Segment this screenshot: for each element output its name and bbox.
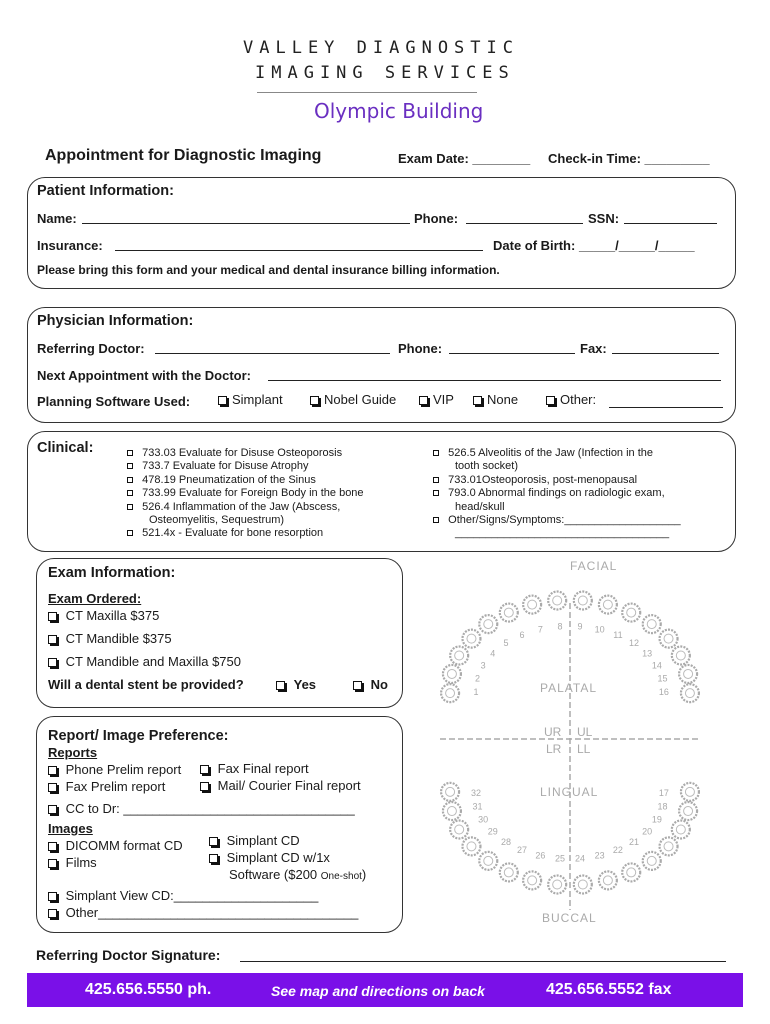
checkbox-icon[interactable]	[546, 396, 555, 405]
tooth[interactable]	[574, 592, 592, 610]
tooth[interactable]	[500, 604, 518, 622]
tooth-inner	[446, 689, 455, 698]
tooth-inner	[455, 825, 464, 834]
checkbox-icon[interactable]	[433, 450, 439, 456]
tooth-number: 13	[642, 648, 653, 659]
tooth-inner	[685, 787, 694, 796]
tooth[interactable]	[548, 592, 566, 610]
tooth-inner	[603, 876, 612, 885]
tooth-inner	[664, 634, 673, 643]
patient-name-input[interactable]	[82, 212, 410, 224]
tooth[interactable]	[500, 863, 518, 881]
tooth-number: 23	[594, 850, 605, 861]
billing-note: Please bring this form and your medical and dental insurance billing information.	[37, 263, 500, 277]
tooth[interactable]	[462, 837, 480, 855]
tooth-inner	[484, 620, 493, 629]
checkbox-icon[interactable]	[310, 396, 319, 405]
exam-title: Exam Information:	[48, 565, 176, 581]
exam-ordered-label: Exam Ordered:	[48, 591, 142, 606]
checkin-time-field[interactable]: Check-in Time: _________	[548, 151, 710, 166]
checkbox-icon[interactable]	[200, 765, 209, 774]
tooth-number: 31	[472, 801, 483, 812]
tooth[interactable]	[450, 820, 468, 838]
stent-no[interactable]: No	[353, 677, 388, 692]
ul-label: UL	[577, 725, 593, 739]
tooth[interactable]	[479, 852, 497, 870]
footer-bar	[27, 973, 743, 1007]
tooth[interactable]	[574, 875, 592, 893]
clinical-item-cont: tooth socket)	[455, 460, 518, 473]
checkbox-icon[interactable]	[433, 490, 439, 496]
tooth-number: 18	[657, 801, 668, 812]
checkbox-icon[interactable]	[127, 477, 133, 483]
clinical-item[interactable]: 526.4 Inflammation of the Jaw (Abscess,	[127, 501, 364, 514]
films-option[interactable]: Films	[48, 855, 97, 870]
physician-phone-label: Phone:	[398, 341, 443, 356]
ll-label: LL	[577, 742, 591, 756]
tooth-number: 6	[519, 629, 525, 640]
checkbox-icon[interactable]	[48, 783, 57, 792]
tooth-inner	[647, 620, 656, 629]
tooth[interactable]	[548, 875, 566, 893]
tooth-number: 22	[612, 845, 623, 856]
next-appt-label: Next Appointment with the Doctor:	[37, 368, 252, 383]
clinical-item[interactable]: 793.0 Abnormal findings on radiologic exam,	[433, 487, 681, 500]
simplant-cd-option[interactable]: Simplant CD	[209, 833, 300, 848]
simplant-cd-w-option[interactable]: Simplant CD w/1x	[209, 850, 330, 865]
footer-phone: 425.656.5550 ph.	[85, 981, 212, 998]
footer-map-note: See map and directions on back	[271, 983, 485, 999]
tooth-number: 26	[535, 850, 546, 861]
tooth-number: 8	[557, 621, 563, 632]
tooth-number: 10	[594, 624, 605, 635]
insurance-input[interactable]	[115, 239, 483, 251]
dicomm-option[interactable]: DICOMM format CD	[48, 838, 183, 853]
tooth-number: 16	[658, 687, 669, 698]
checkbox-icon[interactable]	[218, 396, 227, 405]
stent-yes[interactable]: Yes	[276, 677, 316, 692]
checkbox-icon[interactable]	[127, 504, 133, 510]
tooth[interactable]	[681, 684, 699, 702]
clinical-title: Clinical:	[37, 440, 94, 456]
tooth[interactable]	[450, 647, 468, 665]
exam-ct-both[interactable]: CT Mandible and Maxilla $750	[48, 654, 241, 669]
tooth-inner	[664, 842, 673, 851]
header-line-1: VALLEY DIAGNOSTIC	[243, 38, 519, 58]
clinical-item[interactable]: Other/Signs/Symptoms:___________________	[433, 514, 681, 527]
tooth[interactable]	[441, 783, 459, 801]
tooth-number: 15	[657, 673, 668, 684]
next-appt-input[interactable]	[268, 369, 721, 381]
checkbox-icon[interactable]	[209, 854, 218, 863]
clinical-other-line[interactable]: ___________________________________	[455, 527, 670, 540]
tooth-number: 1	[473, 687, 479, 698]
tooth-number: 24	[575, 853, 586, 864]
checkbox-icon[interactable]	[127, 490, 133, 496]
checkbox-icon[interactable]	[48, 842, 57, 851]
checkbox-icon[interactable]	[48, 658, 57, 667]
footer-fax: 425.656.5552 fax	[546, 981, 672, 998]
checkbox-icon[interactable]	[473, 396, 482, 405]
tooth-number: 9	[577, 621, 583, 632]
tooth-number: 11	[613, 629, 623, 640]
fax-final-option[interactable]: Fax Final report	[200, 761, 309, 776]
header-divider	[257, 92, 477, 93]
exam-ct-maxilla[interactable]: CT Maxilla $375	[48, 608, 159, 623]
clinical-item[interactable]: 521.4x - Evaluate for bone resorption	[127, 527, 364, 540]
tooth-inner	[553, 596, 562, 605]
fax-prelim-option[interactable]: Fax Prelim report	[48, 779, 165, 794]
clinical-right-list	[433, 447, 681, 541]
referring-doctor-input[interactable]	[155, 342, 390, 354]
header-line-2: IMAGING SERVICES	[255, 63, 515, 83]
building-name: Olympic Building	[314, 99, 484, 123]
tooth[interactable]	[443, 665, 461, 683]
physician-title: Physician Information:	[37, 313, 194, 329]
tooth-inner	[578, 880, 587, 889]
tooth-inner	[603, 600, 612, 609]
tooth[interactable]	[599, 596, 617, 614]
checkbox-icon[interactable]	[433, 477, 439, 483]
other-option[interactable]: Other____________________________________	[48, 905, 358, 920]
report-title: Report/ Image Preference:	[48, 728, 229, 744]
tooth[interactable]	[622, 863, 640, 881]
tooth[interactable]	[479, 615, 497, 633]
clinical-item[interactable]: 526.5 Alveolitis of the Jaw (Infection in the	[433, 447, 681, 460]
clinical-item[interactable]: 733.99 Evaluate for Foreign Body in the bone	[127, 487, 364, 500]
tooth-inner	[684, 807, 693, 816]
clinical-left-list	[127, 447, 364, 541]
ssn-input[interactable]	[624, 212, 717, 224]
clinical-item-cont: head/skull	[455, 500, 505, 513]
tooth[interactable]	[443, 802, 461, 820]
tooth-inner	[578, 596, 587, 605]
clinical-item[interactable]: 478.19 Pneumatization of the Sinus	[127, 474, 364, 487]
referring-doctor-label: Referring Doctor:	[37, 341, 145, 356]
insurance-label: Insurance:	[37, 238, 103, 253]
tooth-inner	[455, 651, 464, 660]
tooth-number: 20	[642, 826, 653, 837]
lr-label: LR	[546, 742, 562, 756]
tooth-inner	[504, 868, 513, 877]
tooth-number: 28	[500, 836, 511, 847]
tooth[interactable]	[679, 665, 697, 683]
tooth-number: 21	[629, 836, 640, 847]
form-title: Appointment for Diagnostic Imaging	[45, 147, 322, 164]
tooth-inner	[676, 825, 685, 834]
planning-other[interactable]: Other:	[546, 392, 596, 407]
checkbox-icon[interactable]	[127, 463, 133, 469]
signature-label: Referring Doctor Signature:	[36, 947, 221, 963]
ssn-label: SSN:	[588, 211, 620, 226]
checkbox-icon[interactable]	[127, 450, 133, 456]
tooth[interactable]	[643, 615, 661, 633]
tooth[interactable]	[622, 604, 640, 622]
reports-label: Reports	[48, 745, 98, 760]
tooth[interactable]	[523, 871, 541, 889]
patient-title: Patient Information:	[37, 183, 174, 199]
fax-input[interactable]	[612, 342, 719, 354]
tooth-number: 12	[629, 638, 640, 649]
tooth[interactable]	[672, 647, 690, 665]
tooth[interactable]	[599, 871, 617, 889]
tooth-number: 3	[480, 660, 486, 671]
phone-prelim-option[interactable]: Phone Prelim report	[48, 762, 181, 777]
tooth-inner	[684, 669, 693, 678]
tooth[interactable]	[660, 630, 678, 648]
checkbox-icon[interactable]	[48, 612, 57, 621]
tooth-inner	[647, 856, 656, 865]
checkbox-icon[interactable]	[48, 805, 57, 814]
clinical-item[interactable]: 733.7 Evaluate for Disuse Atrophy	[127, 460, 364, 473]
palatal-label: PALATAL	[540, 681, 598, 695]
tooth-number: 5	[503, 638, 509, 649]
planning-simplant[interactable]: Simplant	[218, 392, 283, 407]
clinical-item[interactable]: 733.03 Evaluate for Disuse Osteoporosis	[127, 447, 364, 460]
tooth-number: 7	[537, 624, 543, 635]
tooth-number: 30	[478, 814, 489, 825]
checkbox-icon[interactable]	[48, 859, 57, 868]
tooth[interactable]	[523, 596, 541, 614]
checkbox-icon[interactable]	[48, 892, 57, 901]
tooth-inner	[504, 608, 513, 617]
checkbox-icon[interactable]	[419, 396, 428, 405]
checkbox-icon[interactable]	[48, 635, 57, 644]
software-price: Software ($200 One-shot)	[229, 867, 367, 882]
tooth-inner	[676, 651, 685, 660]
lingual-label: LINGUAL	[540, 785, 599, 799]
patient-phone-label: Phone:	[414, 211, 459, 226]
tooth-inner	[627, 868, 636, 877]
checkbox-icon[interactable]	[209, 837, 218, 846]
tooth-number: 4	[490, 648, 496, 659]
checkbox-icon[interactable]	[127, 530, 133, 536]
tooth[interactable]	[672, 820, 690, 838]
exam-date-field[interactable]: Exam Date: ________	[398, 151, 531, 166]
stent-question: Will a dental stent be provided?	[48, 677, 244, 692]
planning-other-input[interactable]	[609, 396, 723, 408]
checkbox-icon[interactable]	[433, 517, 439, 523]
patient-name-label: Name:	[37, 211, 77, 226]
tooth-inner	[528, 600, 537, 609]
tooth[interactable]	[441, 684, 459, 702]
checkbox-icon[interactable]	[200, 782, 209, 791]
tooth-chart	[425, 555, 730, 930]
tooth[interactable]	[643, 852, 661, 870]
fax-label: Fax:	[580, 341, 607, 356]
signature-input[interactable]	[240, 950, 726, 962]
facial-label: FACIAL	[570, 559, 618, 573]
tooth-inner	[484, 856, 493, 865]
exam-ct-mandible[interactable]: CT Mandible $375	[48, 631, 172, 646]
tooth-inner	[528, 876, 537, 885]
tooth-number: 29	[487, 826, 498, 837]
tooth-inner	[447, 669, 456, 678]
view-cd-option[interactable]: Simplant View CD:____________________	[48, 888, 318, 903]
cc-option[interactable]: CC to Dr: ________________________________	[48, 801, 355, 816]
planning-vip[interactable]: VIP	[419, 392, 454, 407]
tooth-inner	[627, 608, 636, 617]
tooth-number: 19	[651, 814, 662, 825]
tooth-inner	[467, 842, 476, 851]
checkbox-icon[interactable]	[353, 681, 362, 690]
ur-label: UR	[544, 725, 562, 739]
tooth-number: 14	[651, 660, 662, 671]
planning-label: Planning Software Used:	[37, 394, 191, 409]
tooth[interactable]	[462, 630, 480, 648]
tooth-inner	[553, 880, 562, 889]
images-label: Images	[48, 821, 93, 836]
tooth-inner	[467, 634, 476, 643]
checkbox-icon[interactable]	[276, 681, 285, 690]
clinical-item-cont: Osteomyelitis, Sequestrum)	[149, 514, 285, 527]
buccal-label: BUCCAL	[542, 911, 597, 925]
checkbox-icon[interactable]	[48, 909, 57, 918]
tooth-number: 32	[471, 787, 482, 798]
tooth-inner	[447, 807, 456, 816]
mail-final-option[interactable]: Mail/ Courier Final report	[200, 778, 361, 793]
tooth-number: 25	[554, 853, 565, 864]
tooth-number: 27	[517, 845, 528, 856]
dob-field[interactable]: Date of Birth: _____/_____/_____	[493, 238, 695, 253]
physician-phone-input[interactable]	[449, 342, 575, 354]
checkbox-icon[interactable]	[48, 766, 57, 775]
tooth-number: 17	[658, 787, 669, 798]
patient-phone-input[interactable]	[466, 212, 583, 224]
tooth-inner	[446, 787, 455, 796]
clinical-item[interactable]: 733.01Osteoporosis, post-menopausal	[433, 474, 681, 487]
planning-none[interactable]: None	[473, 392, 518, 407]
tooth-inner	[685, 689, 694, 698]
tooth-number: 2	[474, 673, 481, 684]
planning-nobel[interactable]: Nobel Guide	[310, 392, 396, 407]
tooth[interactable]	[660, 837, 678, 855]
tooth[interactable]	[681, 783, 699, 801]
tooth[interactable]	[679, 802, 697, 820]
